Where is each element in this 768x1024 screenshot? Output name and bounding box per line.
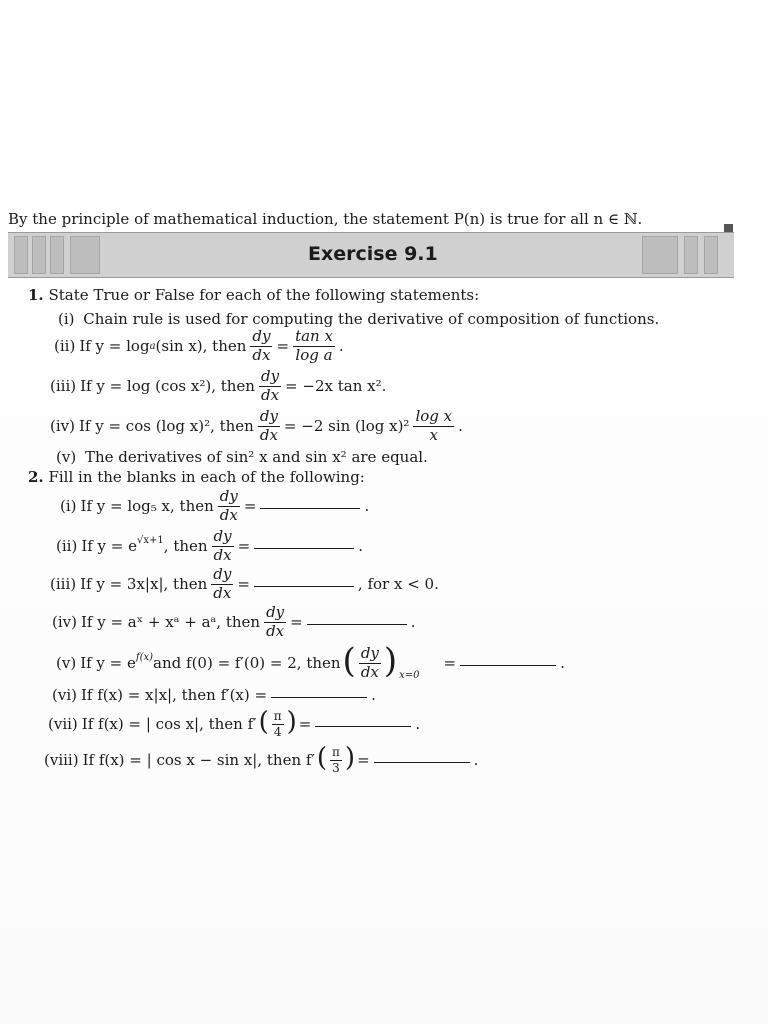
q1-iv xyxy=(50,406,463,446)
q1-ii-eq: = xyxy=(276,337,290,355)
q2-number: 2. xyxy=(28,468,44,486)
q1-ii-base: a xyxy=(149,340,156,352)
q1-stem xyxy=(28,286,479,304)
frac-num: dy xyxy=(360,643,379,662)
q2-v-sub: x=0 xyxy=(399,669,420,681)
q2-ii-exp: √x+1 xyxy=(137,534,164,546)
q2-iii-derivative xyxy=(211,564,233,602)
answer-blank[interactable] xyxy=(374,761,470,763)
q1-iv-label: (iv) xyxy=(50,417,75,435)
q2-v-label: (v) xyxy=(56,654,77,672)
q2-i-derivative xyxy=(218,486,240,524)
q2-viii-end: . xyxy=(473,751,479,769)
q2-iv-eq: = xyxy=(290,613,303,631)
q2-v-end: . xyxy=(560,654,565,672)
q1-stem-text: State True or False for each of the following statements: xyxy=(48,286,480,304)
frac-num: tan x xyxy=(295,326,333,345)
q2-v-exp: f(x) xyxy=(135,651,154,663)
q2-vii-eq: = xyxy=(298,715,312,733)
right-paren: ) xyxy=(286,707,297,737)
frac-den: dx xyxy=(213,545,232,564)
q2-viii-arg xyxy=(330,746,342,774)
q2-i-pre: If y = log₅ x, then xyxy=(80,497,214,515)
q2-i-eq: = xyxy=(243,497,257,515)
q1-ii-rhs xyxy=(293,326,335,364)
frac-num: dy xyxy=(219,486,238,505)
q2-stem-text: Fill in the blanks in each of the following: xyxy=(48,468,365,486)
frac-den: dx xyxy=(213,583,232,602)
q2-i-end: . xyxy=(364,497,370,515)
q2-viii xyxy=(44,740,478,780)
q1-iii-label: (iii) xyxy=(50,377,77,395)
answer-blank[interactable] xyxy=(254,585,354,587)
q2-viii-eq: = xyxy=(357,751,370,769)
frac-den: dx xyxy=(219,505,238,524)
left-paren: ( xyxy=(342,641,356,681)
q2-viii-label: (viii) xyxy=(44,751,79,769)
q2-iv xyxy=(52,602,416,642)
q1-iv-pre: If y = cos (log x)², then xyxy=(78,417,254,435)
q2-ii-end: . xyxy=(358,537,363,555)
q1-iii-rhs: = −2x tan x². xyxy=(285,377,387,395)
frac-num: π xyxy=(332,744,340,759)
q2-ii-pre: If y = e xyxy=(81,537,138,555)
answer-blank[interactable] xyxy=(254,547,354,549)
right-paren: ) xyxy=(344,743,356,773)
q1-ii-end: . xyxy=(338,337,344,355)
q2-vii-pre: If f(x) = | cos x|, then f′ xyxy=(81,715,257,733)
q2-iii-pre: If y = 3x|x|, then xyxy=(80,575,208,593)
q1-ii-mid: (sin x), then xyxy=(155,337,247,355)
frac-num: dy xyxy=(213,526,232,545)
frac-den: dx xyxy=(260,385,280,404)
q2-iv-end: . xyxy=(410,613,416,631)
q2-vii xyxy=(48,704,420,744)
left-paren: ( xyxy=(258,707,269,737)
answer-blank[interactable] xyxy=(307,623,407,625)
q1-i-label: (i) xyxy=(58,310,75,328)
q2-ii-mid: , then xyxy=(163,537,208,555)
q1-ii-pre: If y = log xyxy=(79,337,150,355)
q2-ii-eq: = xyxy=(237,537,251,555)
q1-iv-rhs-frac xyxy=(413,406,454,444)
q2-vii-label: (vii) xyxy=(48,715,78,733)
frac-den: dx xyxy=(259,425,278,444)
q2-viii-pre: If f(x) = | cos x − sin x|, then f′ xyxy=(82,751,315,769)
frac-num: dy xyxy=(252,326,271,345)
q2-iv-label: (iv) xyxy=(52,613,77,631)
q2-stem xyxy=(28,468,365,486)
answer-blank[interactable] xyxy=(315,725,411,727)
q1-iii xyxy=(50,366,386,406)
answer-blank[interactable] xyxy=(271,696,367,698)
frac-num: dy xyxy=(259,406,278,425)
q1-i-text: Chain rule is used for computing the derivative of composition of functions. xyxy=(83,310,660,328)
q1-ii-label: (ii) xyxy=(54,337,76,355)
q2-i xyxy=(60,486,369,526)
q2-i-label: (i) xyxy=(60,497,77,515)
q1-iii-derivative xyxy=(259,366,281,404)
q2-v-pre: If y = e xyxy=(80,654,136,672)
frac-den: log a xyxy=(295,345,333,364)
frac-num: log x xyxy=(415,406,453,425)
frac-den: x xyxy=(429,425,438,444)
q2-ii xyxy=(56,526,363,566)
q2-vii-end: . xyxy=(415,715,421,733)
q1-ii-derivative xyxy=(250,326,272,364)
intro-text: By the principle of mathematical induction, the statement P(n) is true for all n ∈ ℕ. xyxy=(8,210,643,228)
frac-den: 3 xyxy=(332,760,340,775)
frac-num: dy xyxy=(266,602,285,621)
q2-iv-pre: If y = aˣ + xᵃ + aᵃ, then xyxy=(80,613,261,631)
q1-v-label: (v) xyxy=(56,448,77,466)
q1-iv-rhs: = −2 sin (log x)² xyxy=(283,417,410,435)
q2-vi-pre: If f(x) = x|x|, then f′(x) = xyxy=(80,686,268,704)
q1-iv-derivative xyxy=(258,406,280,444)
exercise-title: Exercise 9.1 xyxy=(308,243,438,265)
frac-den: dx xyxy=(266,621,285,640)
q2-iii-eq: = xyxy=(237,575,250,593)
frac-den: 4 xyxy=(273,724,282,739)
right-paren: ) xyxy=(383,641,398,681)
q2-iii-label: (iii) xyxy=(50,575,77,593)
answer-blank[interactable] xyxy=(260,507,360,509)
q2-ii-label: (ii) xyxy=(56,537,78,555)
q1-iv-end: . xyxy=(458,417,463,435)
answer-blank[interactable] xyxy=(460,664,556,666)
frac-den: dx xyxy=(252,345,271,364)
q2-ii-derivative xyxy=(212,526,234,564)
q2-v-mid: and f(0) = f′(0) = 2, then xyxy=(153,654,341,672)
frac-den: dx xyxy=(360,662,379,681)
frac-num: dy xyxy=(213,564,232,583)
q2-iii xyxy=(50,564,439,604)
frac-num: π xyxy=(273,708,282,723)
q1-ii xyxy=(54,326,344,366)
q2-v-derivative xyxy=(359,643,381,681)
q1-v xyxy=(56,448,428,466)
q1-number: 1. xyxy=(28,286,44,304)
q2-iv-derivative xyxy=(264,602,286,640)
left-paren: ( xyxy=(316,743,328,773)
q2-vii-arg xyxy=(272,710,284,738)
q2-iii-end: , for x < 0. xyxy=(357,575,439,593)
frac-num: dy xyxy=(260,366,280,385)
q1-iii-pre: If y = log (cos x²), then xyxy=(80,377,255,395)
q1-v-text: The derivatives of sin² x and sin x² are equal. xyxy=(84,448,428,466)
q2-vi xyxy=(52,684,376,706)
q2-v-eq: = xyxy=(443,654,457,672)
q2-vi-label: (vi) xyxy=(52,686,77,704)
q2-vi-end: . xyxy=(371,686,376,704)
q2-v xyxy=(56,640,565,686)
